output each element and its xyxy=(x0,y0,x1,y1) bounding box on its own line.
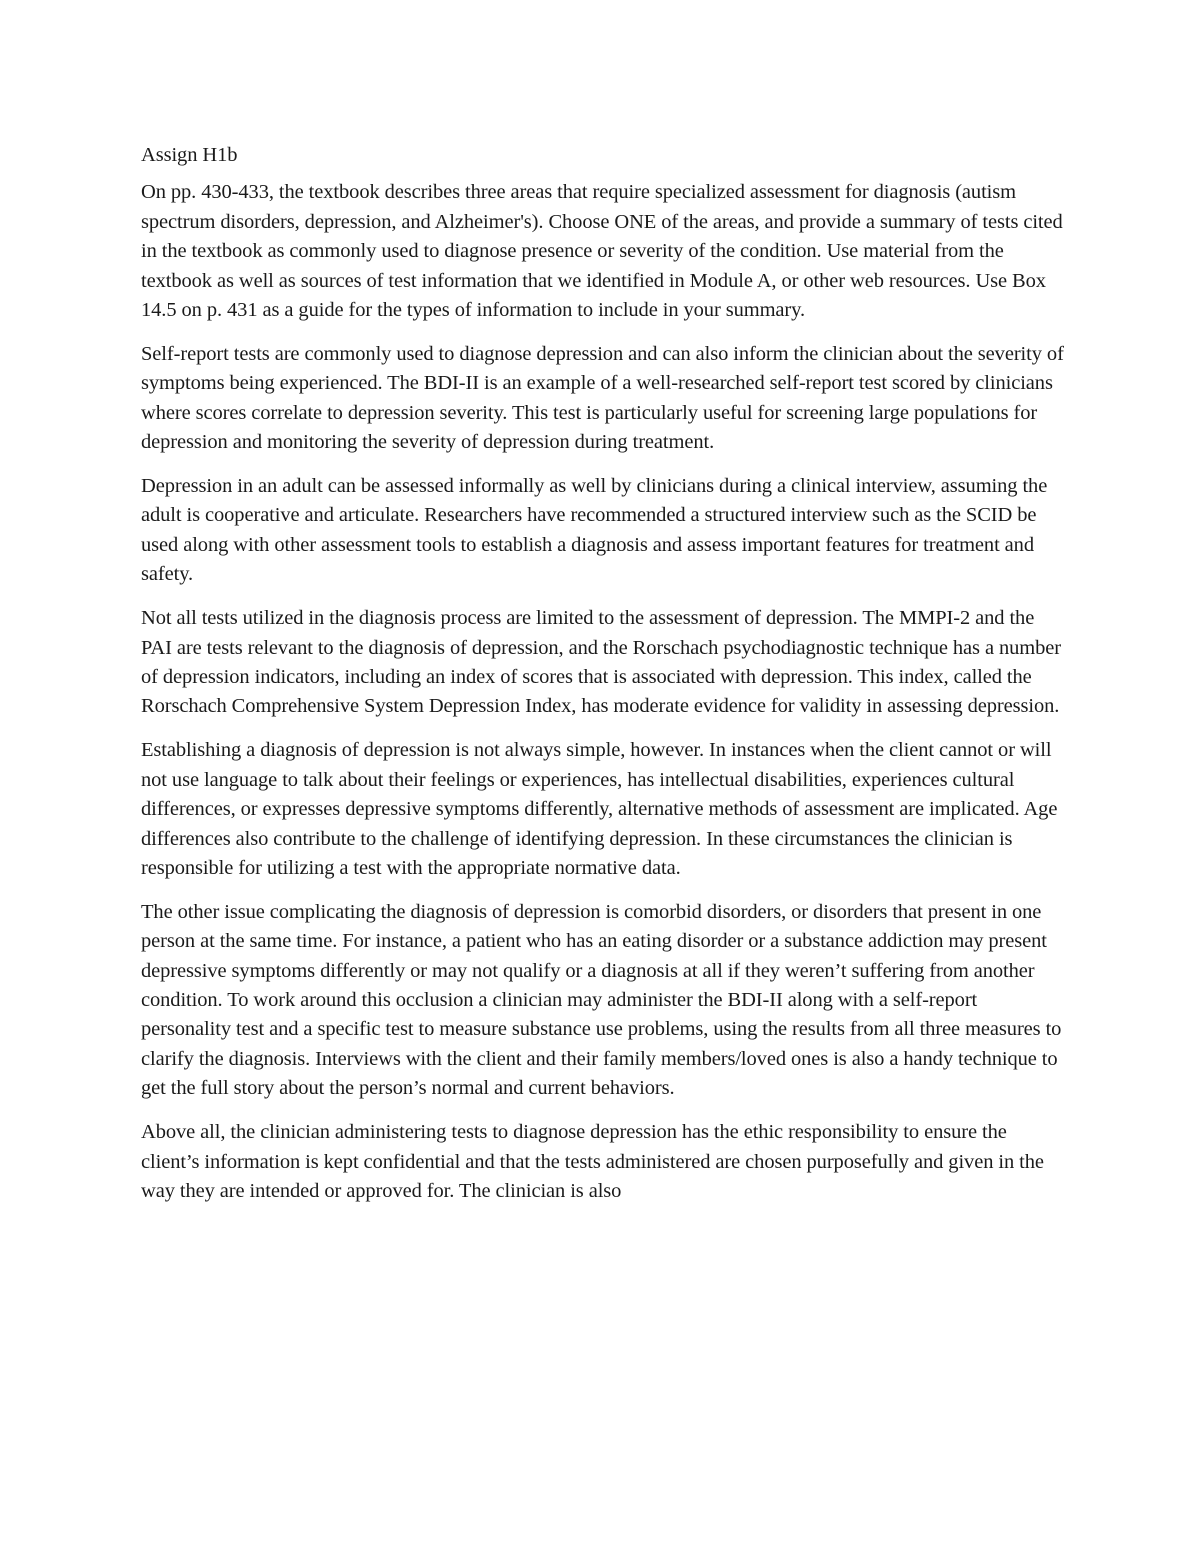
paragraph-assignment-prompt: On pp. 430-433, the textbook describes three areas that require specialized assessment for diagnosis (autism spectrum disorders, depression, and Alzheimer's). Choose ONE of the areas, and provide a summary of tests cited in the textbook as commonly used to diagnose presence or severity of the condition. Use material from the textbook as well as sources of test information that we identified in Module A, or other web resources. Use Box 14.5 on p. 431 as a guide for the types of information to include in your summary. xyxy=(141,181,1063,322)
paragraph-ethics: Above all, the clinician administering tests to diagnose depression has the ethic responsibility to ensure the client’s information is kept confidential and that the tests administered are chosen purposefully and given in the way they are intended or approved for. The clinician is also xyxy=(141,1121,1044,1202)
paragraph-clinical-interview: Depression in an adult can be assessed informally as well by clinicians during a clinical interview, assuming the adult is cooperative and articulate. Researchers have recommended a structured interview such as the SCID be used along with other assessment tools to establish a diagnosis and assess important features for treatment and safety. xyxy=(141,475,1048,586)
paragraph-comorbid-disorders: The other issue complicating the diagnosis of depression is comorbid disorders, or disorders that present in one person at the same time. For instance, a patient who has an eating disorder or a substance addiction may present depressive symptoms differently or may not qualify or a diagnosis at all if they weren’t suffering from another condition. To work around this occlusion a clinician may administer the BDI-II along with a self-report personality test and a specific test to measure substance use problems, using the results from all three measures to clarify the diagnosis. Interviews with the client and their family members/loved ones is also a handy technique to get the full story about the person’s normal and current behaviors. xyxy=(141,900,1062,1100)
paragraph-other-tests: Not all tests utilized in the diagnosis process are limited to the assessment of depression. The MMPI-2 and the PAI are tests relevant to the diagnosis of depression, and the Rorschach psychodiagnostic technique has a number of depression indicators, including an index of scores that is associated with depression. This index, called the Rorschach Comprehensive System Depression Index, has moderate evidence for validity in assessing depression. xyxy=(141,607,1061,718)
document-title: Assign H1b xyxy=(141,144,238,166)
paragraph-diagnosis-challenges: Establishing a diagnosis of depression is not always simple, however. In instances when the client cannot or will not use language to talk about their feelings or experiences, has intellectual disabilities, experiences cultural differences, or expresses depressive symptoms differently, alternative methods of assessment are implicated. Age differences also contribute to the challenge of identifying depression. In these circumstances the clinician is responsible for utilizing a test with the appropriate normative data. xyxy=(141,739,1058,879)
document-body xyxy=(141,141,1066,1221)
paragraph-self-report-tests: Self-report tests are commonly used to diagnose depression and can also inform the clinician about the severity of symptoms being experienced. The BDI-II is an example of a well-researched self-report test scored by clinicians where scores correlate to depression severity. This test is particularly useful for screening large populations for depression and monitoring the severity of depression during treatment. xyxy=(141,342,1064,454)
